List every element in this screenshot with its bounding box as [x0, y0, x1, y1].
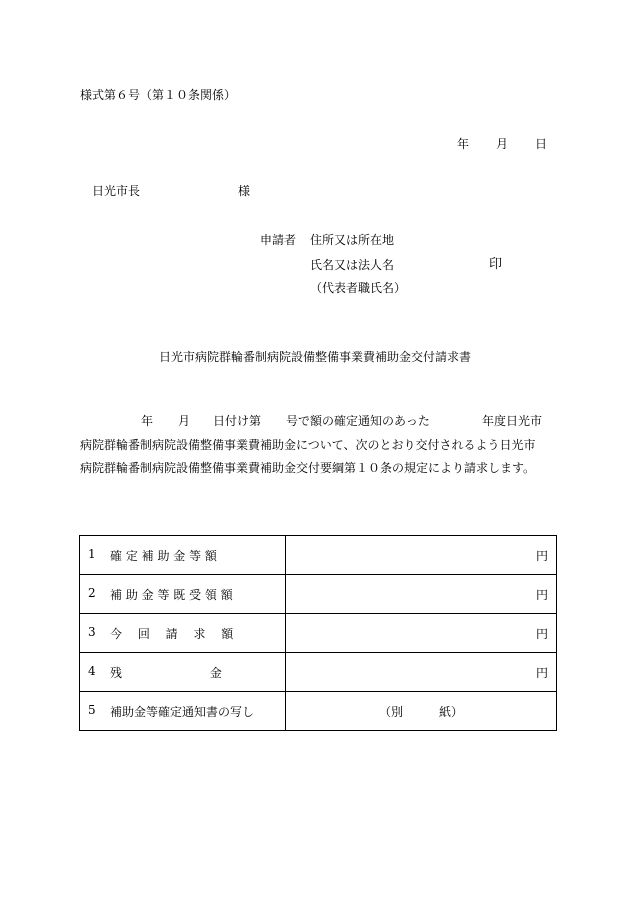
body-tail: 年度日光市: [482, 414, 543, 428]
address-label: 住所又は所在地: [310, 233, 395, 247]
row-value-cell[interactable]: 円: [286, 653, 557, 692]
body-line-3: 病院群輪番制病院設備整備事業費補助金交付要綱第１０条の規定により請求します。: [80, 461, 536, 475]
table-row: [80, 575, 557, 614]
row-label: 確 定 補 助 金 等 額: [110, 548, 217, 563]
seal-mark: 印: [489, 257, 503, 272]
row-number: 1: [88, 546, 96, 561]
representative-label: （代表者職氏名）: [310, 281, 407, 295]
name-label: 氏名又は法人名: [310, 258, 395, 272]
row-number: 5: [88, 702, 96, 717]
row-value-cell[interactable]: 円: [286, 536, 557, 575]
body-line-2: 病院群輪番制病院設備整備事業費補助金について、次のとおり交付されるよう日光市: [80, 437, 536, 452]
body-year: 年: [141, 414, 154, 428]
row-value-cell[interactable]: 円: [286, 614, 557, 653]
date-day: 日: [535, 137, 548, 151]
row-label: 残 金: [110, 665, 222, 680]
table-row: [80, 614, 557, 653]
row-number: 4: [88, 663, 96, 678]
body-end: 号で額の確定通知のあった: [286, 414, 430, 428]
row-label-cell: [80, 575, 286, 614]
row-label: 今 回 請 求 額: [110, 626, 234, 641]
date-year: 年: [457, 137, 470, 151]
table-row: [80, 536, 557, 575]
amounts-table: [79, 535, 557, 731]
addressee-honorific: 様: [238, 184, 251, 198]
row-number: 2: [88, 585, 96, 600]
row-label-cell: [80, 614, 286, 653]
body-mid: 日付け第: [213, 414, 262, 428]
row-number: 3: [88, 624, 96, 639]
table-row: [80, 653, 557, 692]
date-month: 月: [496, 137, 509, 151]
row-label: 補 助 金 等 既 受 領 額: [110, 587, 233, 602]
row-label-cell: [80, 536, 286, 575]
body-paragraph: [80, 410, 560, 481]
attachment-cell: （別 紙）: [286, 692, 557, 731]
body-month: 月: [178, 414, 191, 428]
form-number: 様式第６号（第１０条関係）: [80, 88, 237, 102]
document-title: 日光市病院群輪番制病院設備整備事業費補助金交付請求書: [158, 350, 471, 364]
row-label-cell: [80, 692, 286, 731]
row-label: 補助金等確定通知書の写し: [110, 704, 255, 719]
applicant-label: 申請者: [260, 233, 297, 247]
addressee-name: 日光市長: [92, 184, 141, 198]
body-line-1: [80, 410, 560, 434]
row-label-cell: [80, 653, 286, 692]
row-value-cell[interactable]: 円: [286, 575, 557, 614]
table-row: [80, 692, 557, 731]
